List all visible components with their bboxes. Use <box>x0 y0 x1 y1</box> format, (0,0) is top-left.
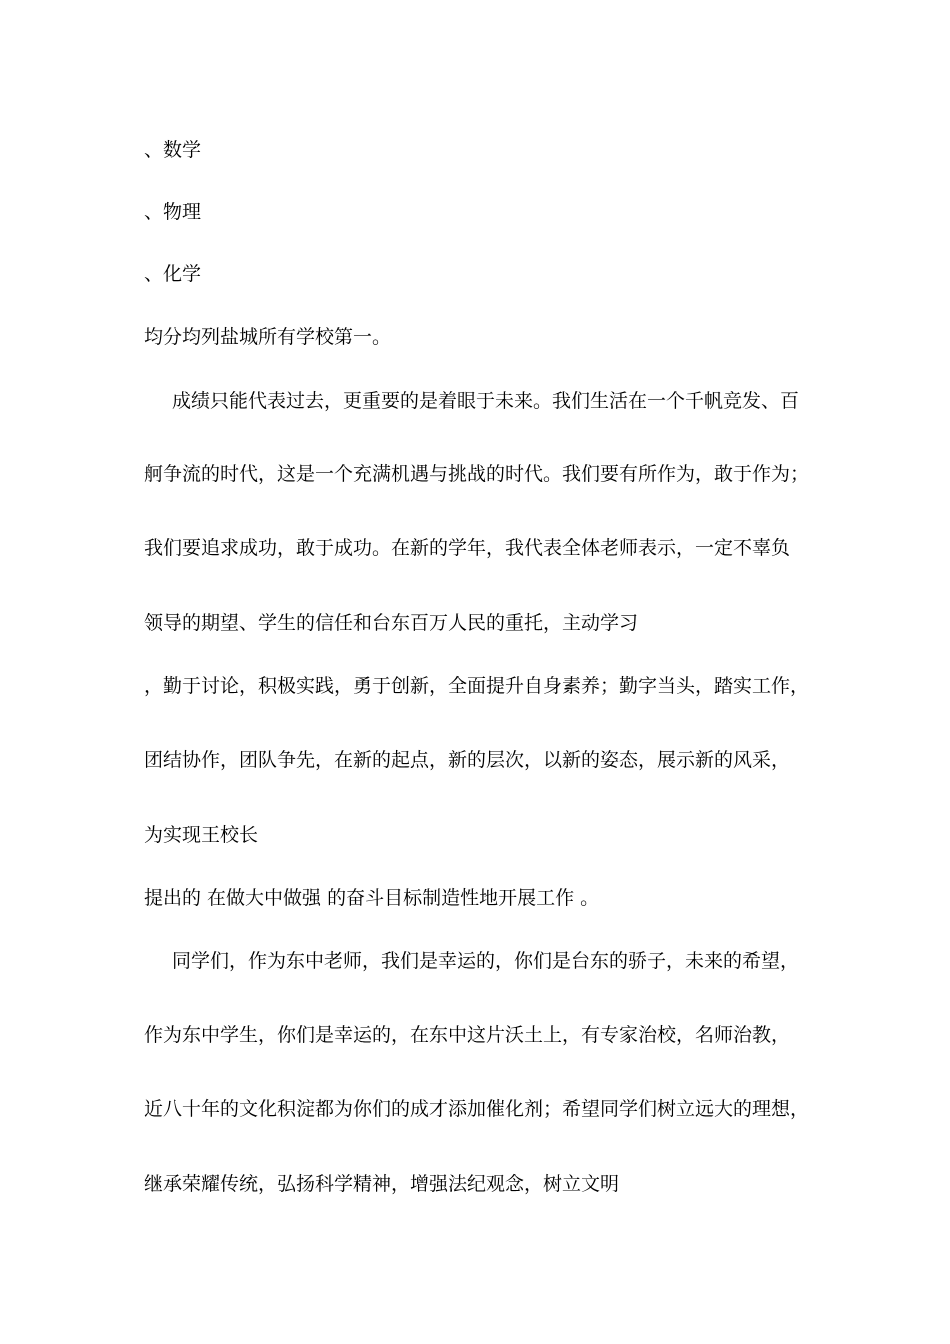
text-line: 继承荣耀传统，弘扬科学精神，增强法纪观念，树立文明 <box>144 1173 620 1195</box>
text-line: 团结协作，团队争先，在新的起点，新的层次，以新的姿态，展示新的风采， <box>144 749 791 771</box>
text-line: 均分均列盐城所有学校第一。 <box>144 326 392 348</box>
text-line: 为实现王校长 <box>144 824 259 846</box>
text-line: ，勤于讨论，积极实践，勇于创新，全面提升自身素养；勤字当头，踏实工作， <box>144 675 810 697</box>
paragraph-start-line: 成绩只能代表过去，更重要的是着眼于未来。我们生活在一个千帆竞发、百 <box>172 390 800 412</box>
text-line: 领导的期望、学生的信任和台东百万人民的重托，主动学习 <box>144 612 639 634</box>
text-line: 作为东中学生，你们是幸运的，在东中这片沃土上，有专家治校，名师治教， <box>144 1024 791 1046</box>
text-line: 提出的 在做大中做强 的奋斗目标制造性地开展工作 。 <box>144 887 600 909</box>
list-item-chemistry: 、化学 <box>144 263 202 285</box>
text-line: 舸争流的时代，这是一个充满机遇与挑战的时代。我们要有所作为，敢于作为； <box>144 463 810 485</box>
text-line: 我们要追求成功，敢于成功。在新的学年，我代表全体老师表示，一定不辜负 <box>144 537 791 559</box>
list-item-math: 、数学 <box>144 139 202 161</box>
paragraph-start-line: 同学们，作为东中老师，我们是幸运的，你们是台东的骄子，未来的希望， <box>172 950 800 972</box>
list-item-physics: 、物理 <box>144 201 202 223</box>
text-line: 近八十年的文化积淀都为你们的成才添加催化剂；希望同学们树立远大的理想， <box>144 1098 810 1120</box>
